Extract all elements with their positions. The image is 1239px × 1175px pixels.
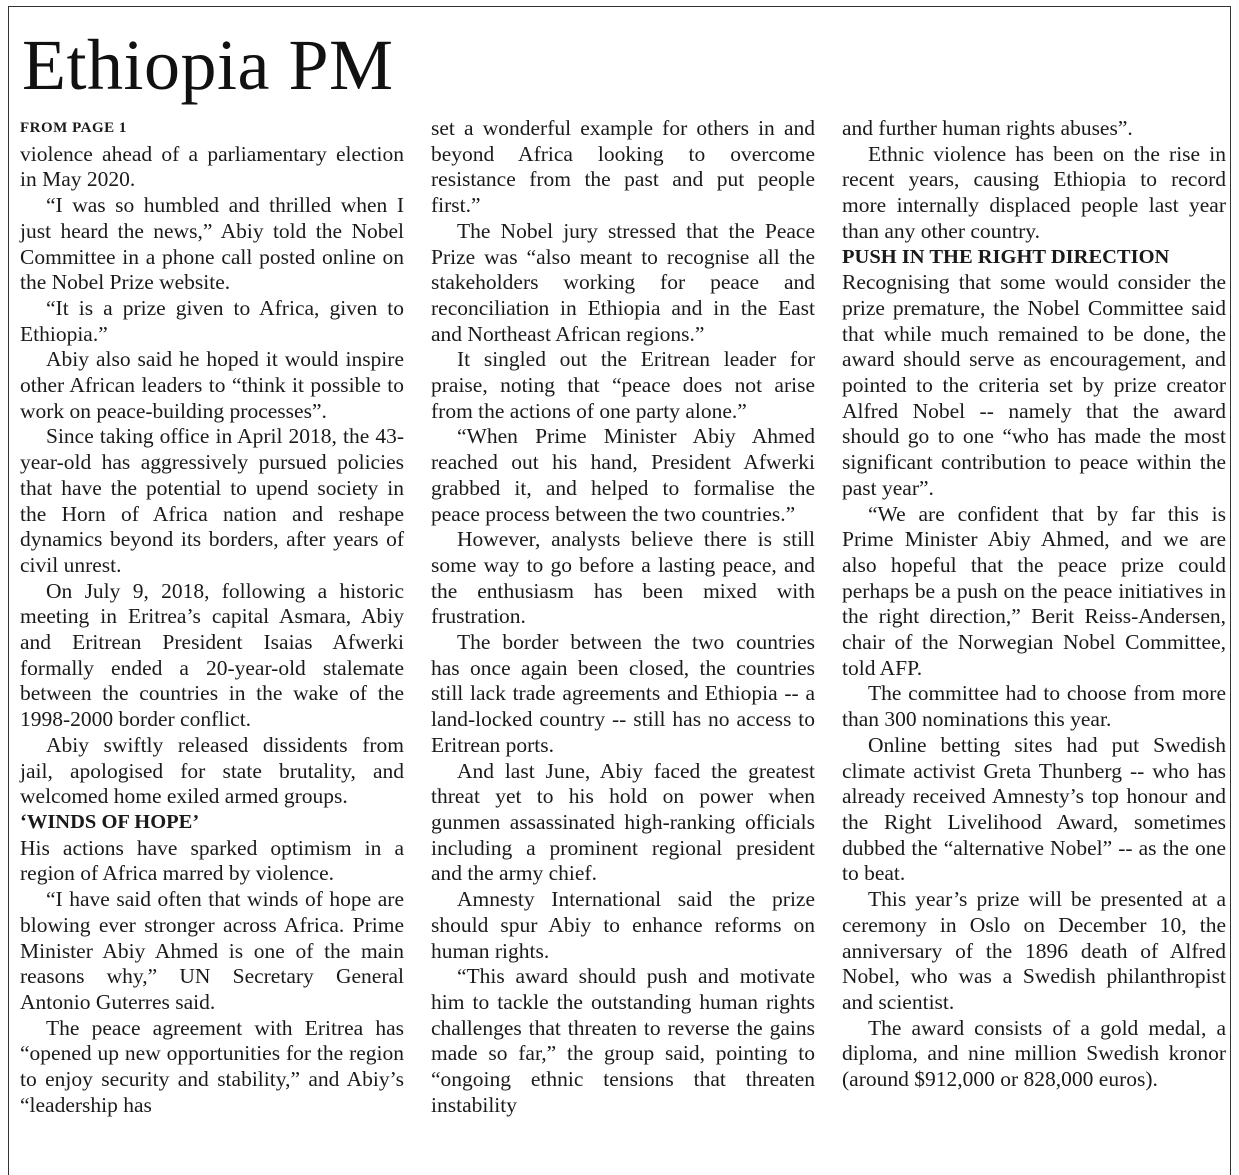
left-border-rule	[8, 6, 9, 1175]
section-subheading: PUSH IN THE RIGHT DIRECTION	[842, 245, 1170, 268]
article-paragraph: “I was so humbled and thrilled when I just heard the news,” Abiy told the Nobel Committee in a phone call posted online on the Nobel Prize website.	[20, 193, 404, 295]
section-subheading: ‘WINDS OF HOPE’	[20, 810, 200, 833]
article-paragraph: His actions have sparked optimism in a region of Africa marred by violence.	[20, 835, 404, 886]
article-paragraph: “It is a prize given to Africa, given to Ethiopia.”	[20, 295, 404, 346]
article-paragraph: The committee had to choose from more than 300 nominations this year.	[842, 681, 1226, 732]
top-border-rule	[8, 6, 1231, 7]
article-paragraph: This year’s prize will be presented at a ceremony in Oslo on December 10, the anniversary of the 1896 death of Alfred Nobel, who was a Swedish philanthropist and scientist.	[842, 887, 1226, 1014]
article-paragraph: Amnesty International said the prize should spur Abiy to enhance reforms on human rights.	[431, 887, 815, 963]
article-paragraph: Recognising that some would consider the prize premature, the Nobel Committee said that while much remained to be done, the award should serve as encouragement, and pointed to the criteria set by prize creator Alfred Nobel -- namely that the award should go to one “who has made the most significant contribution to peace within the past year”.	[842, 270, 1226, 500]
right-border-rule	[1230, 6, 1231, 1175]
article-paragraph: violence ahead of a parliamentary election in May 2020.	[20, 141, 404, 192]
article-column-2	[431, 116, 815, 1118]
article-paragraph: The border between the two countries has once again been closed, the countries still lack trade agreements and Ethiopia -- a land-locked country -- still has no access to Eritrean ports.	[431, 630, 815, 757]
article-paragraph: It singled out the Eritrean leader for praise, noting that “peace does not arise from the actions of one party alone.”	[431, 347, 815, 423]
article-paragraph: Ethnic violence has been on the rise in recent years, causing Ethiopia to record more internally displaced people last year than any other country.	[842, 141, 1226, 243]
article-paragraph: The Nobel jury stressed that the Peace Prize was “also meant to recognise all the stakeholders working for peace and reconciliation in Ethiopia and in the East and Northeast African regions.”	[431, 218, 815, 346]
article-paragraph: The peace agreement with Eritrea has “opened up new opportunities for the region to enjoy security and stability,” and Abiy’s “leadership has	[20, 1015, 404, 1117]
article-paragraph: However, analysts believe there is still some way to go before a lasting peace, and the enthusiasm has been mixed with frustration.	[431, 527, 815, 629]
article-paragraph: Online betting sites had put Swedish climate activist Greta Thunberg -- who has already received Amnesty’s top honour and the Right Livelihood Award, sometimes dubbed the “alternative Nobel” -- as the one to beat.	[842, 732, 1226, 886]
jump-label: FROM PAGE 1	[20, 120, 127, 136]
article-column-1	[20, 116, 404, 1118]
article-paragraph: “We are confident that by far this is Prime Minister Abiy Ahmed, and we are also hopeful that the peace prize could perhaps be a push on the peace initiatives in the right direction,” Berit Reiss-Andersen, chair of the Norwegian Nobel Committee, told AFP.	[842, 501, 1226, 680]
article-paragraph: “When Prime Minister Abiy Ahmed reached out his hand, President Afwerki grabbed it, and helped to formalise the peace process between the two countries.”	[431, 424, 815, 526]
article-column-3	[842, 116, 1226, 1093]
article-paragraph: “This award should push and motivate him to tackle the outstanding human rights challenges that threaten to reverse the gains made so far,” the group said, pointing to “ongoing ethnic tensions that threaten instability	[431, 964, 815, 1117]
article-paragraph: and further human rights abuses”.	[842, 116, 1133, 140]
article-paragraph: The award consists of a gold medal, a diploma, and nine million Swedish kronor (around $912,000 or 828,000 euros).	[842, 1015, 1226, 1092]
article-paragraph: Abiy also said he hoped it would inspire other African leaders to “think it possible to work on peace-building processes”.	[20, 347, 404, 423]
article-paragraph: On July 9, 2018, following a historic meeting in Eritrea’s capital Asmara, Abiy and Eritrean President Isaias Afwerki formally ended a 20-year-old stalemate between the countries in the wake of the 1998-2000 border conflict.	[20, 578, 404, 732]
article-paragraph: And last June, Abiy faced the greatest threat yet to his hold on power when gunmen assassinated high-ranking officials including a prominent regional president and the army chief.	[431, 758, 815, 886]
article-headline: Ethiopia PM	[22, 25, 394, 105]
article-paragraph: set a wonderful example for others in and beyond Africa looking to overcome resistance from the past and put people first.”	[431, 116, 815, 218]
article-paragraph: “I have said often that winds of hope are blowing ever stronger across Africa. Prime Minister Abiy Ahmed is one of the main reasons why,” UN Secretary General Antonio Guterres said.	[20, 887, 404, 1014]
article-paragraph: Since taking office in April 2018, the 43-year-old has aggressively pursued policies that have the potential to upend society in the Horn of Africa nation and reshape dynamics beyond its borders, after years of civil unrest.	[20, 424, 404, 577]
article-paragraph: Abiy swiftly released dissidents from jail, apologised for state brutality, and welcomed home exiled armed groups.	[20, 732, 404, 809]
